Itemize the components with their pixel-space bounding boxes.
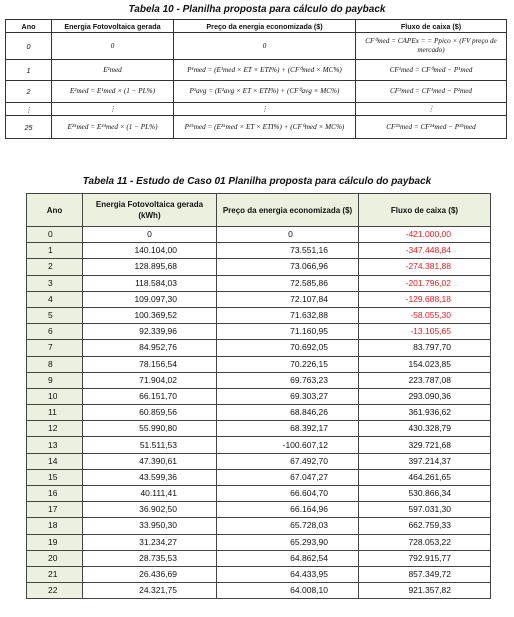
cell-fluxo: -129.688,18: [359, 291, 491, 307]
cell-preco: 0: [174, 33, 356, 60]
cell-energia: 66.151,70: [83, 388, 217, 404]
cell-energia: 26.436,69: [83, 566, 217, 582]
table-row: [27, 356, 491, 372]
cell-fluxo: -13.105,65: [359, 324, 491, 340]
cell-ano: 6: [27, 324, 83, 340]
table-row: [27, 583, 491, 599]
cell-fluxo: 921.357,82: [359, 583, 491, 599]
cell-fluxo: -201.796,02: [359, 275, 491, 291]
cell-energia: 128.895,68: [83, 259, 217, 275]
cell-ano: 7: [27, 340, 83, 356]
cell-preco: P²⁵med = (E²⁵med × ET × ETI%) + (CF⁰med × MC%): [174, 116, 356, 139]
table-row: [6, 33, 507, 60]
header-fluxo: Fluxo de caixa ($): [359, 194, 491, 227]
cell-preco: 64.433,95: [217, 566, 359, 582]
cell-energia: 28.735,53: [83, 550, 217, 566]
cell-ano: 5: [27, 307, 83, 323]
cell-fluxo: CF²med = CF¹med − P²med: [356, 81, 507, 103]
table-row: [27, 453, 491, 469]
table-row: [27, 421, 491, 437]
cell-fluxo: -421.000,00: [359, 227, 491, 243]
cell-energia: ⋮: [52, 103, 174, 116]
cell-energia: 140.104,00: [83, 243, 217, 259]
header-ano: Ano: [27, 194, 83, 227]
cell-fluxo: 293.090,36: [359, 388, 491, 404]
cell-energia: E¹med: [52, 60, 174, 81]
cell-fluxo: ⋮: [356, 103, 507, 116]
table-row: [6, 116, 507, 139]
header-preco: Preço da energia economizada ($): [217, 194, 359, 227]
cell-energia: 36.902,50: [83, 502, 217, 518]
cell-preco: 70.226,15: [217, 356, 359, 372]
table-row: [27, 437, 491, 453]
cell-ano: 12: [27, 421, 83, 437]
cell-preco: 70.692,05: [217, 340, 359, 356]
cell-preco: -100.607,12: [217, 437, 359, 453]
table-row: [27, 388, 491, 404]
cell-ano: 19: [27, 534, 83, 550]
cell-preco: 68.846,26: [217, 405, 359, 421]
table-row: [6, 103, 507, 116]
table-row: [27, 243, 491, 259]
cell-ano: 8: [27, 356, 83, 372]
cell-energia: 84.952,76: [83, 340, 217, 356]
cell-ano: ⋮: [6, 103, 52, 116]
cell-ano: 18: [27, 518, 83, 534]
cell-preco: 65.293,90: [217, 534, 359, 550]
cell-energia: 47.390,61: [83, 453, 217, 469]
cell-energia: 0: [83, 227, 217, 243]
table-row: [27, 324, 491, 340]
cell-preco: 66.164,96: [217, 502, 359, 518]
cell-fluxo: 530.866,34: [359, 486, 491, 502]
table-row: [27, 372, 491, 388]
cell-ano: 11: [27, 405, 83, 421]
table-row: [27, 534, 491, 550]
cell-energia: 33.950,30: [83, 518, 217, 534]
cell-preco: 64.008,10: [217, 583, 359, 599]
formula-table: [5, 19, 507, 139]
cell-preco: 68.392,17: [217, 421, 359, 437]
cell-fluxo: CF²⁵med = CF²⁴med − P²⁵med: [356, 116, 507, 139]
table10-caption: Tabela 10 - Planilha proposta para cálculo do payback: [128, 4, 386, 15]
cell-fluxo: -274.381,88: [359, 259, 491, 275]
cell-fluxo: 83.797,70: [359, 340, 491, 356]
cell-preco: 67.492,70: [217, 453, 359, 469]
cell-fluxo: 792.915,77: [359, 550, 491, 566]
cell-preco: 66.604,70: [217, 486, 359, 502]
cell-fluxo: 430.328,79: [359, 421, 491, 437]
cell-fluxo: 662.759,33: [359, 518, 491, 534]
cell-energia: 78.156,54: [83, 356, 217, 372]
table-row: [27, 469, 491, 485]
table-header-row: [27, 194, 491, 227]
table-row: [6, 81, 507, 103]
cell-preco: 65.728,03: [217, 518, 359, 534]
cell-preco: P²avg = (E²avg × ET × ETI%) + (CF⁰avg × MC%): [174, 81, 356, 103]
cell-ano: 15: [27, 469, 83, 485]
cell-fluxo: 597.031,30: [359, 502, 491, 518]
cell-preco: 72.585,86: [217, 275, 359, 291]
header-ano: Ano: [6, 20, 52, 33]
cell-preco: 73.066,96: [217, 259, 359, 275]
cell-energia: 118.584,03: [83, 275, 217, 291]
cell-energia: 31.234,27: [83, 534, 217, 550]
cell-ano: 0: [6, 33, 52, 60]
cell-ano: 3: [27, 275, 83, 291]
cell-energia: 109.097,30: [83, 291, 217, 307]
cell-ano: 22: [27, 583, 83, 599]
cell-ano: 21: [27, 566, 83, 582]
cell-energia: 92.339,96: [83, 324, 217, 340]
cell-ano: 20: [27, 550, 83, 566]
cell-preco: 67.047,27: [217, 469, 359, 485]
payback-table-body: [27, 227, 491, 599]
cell-energia: 55.990,80: [83, 421, 217, 437]
cell-ano: 17: [27, 502, 83, 518]
cell-ano: 0: [27, 227, 83, 243]
cell-preco: 0: [217, 227, 359, 243]
cell-ano: 14: [27, 453, 83, 469]
cell-fluxo: 154.023,85: [359, 356, 491, 372]
cell-energia: 71.904,02: [83, 372, 217, 388]
cell-ano: 2: [27, 259, 83, 275]
cell-ano: 1: [27, 243, 83, 259]
cell-preco: 71.160,95: [217, 324, 359, 340]
header-energia: Energia Fotovoltaica gerada (kWh): [83, 194, 217, 227]
cell-energia: 40.111,41: [83, 486, 217, 502]
table-row: [6, 60, 507, 81]
cell-preco: 64.862,54: [217, 550, 359, 566]
cell-preco: 71.632,88: [217, 307, 359, 323]
cell-preco: 73.551,16: [217, 243, 359, 259]
table-row: [27, 259, 491, 275]
table-row: [27, 550, 491, 566]
cell-fluxo: 329.721,68: [359, 437, 491, 453]
cell-ano: 4: [27, 291, 83, 307]
cell-fluxo: -58.055,30: [359, 307, 491, 323]
cell-preco: ⋮: [174, 103, 356, 116]
table-row: [27, 518, 491, 534]
table-row: [27, 227, 491, 243]
table-row: [27, 307, 491, 323]
cell-energia: E²med = E¹med × (1 − PL%): [52, 81, 174, 103]
cell-fluxo: 464.261,65: [359, 469, 491, 485]
table-row: [27, 502, 491, 518]
cell-fluxo: CF⁰med = CAPEx = = Ppico × (FV preço de mercado): [356, 33, 507, 60]
cell-fluxo: 397.214,37: [359, 453, 491, 469]
cell-ano: 25: [6, 116, 52, 139]
table-row: [27, 275, 491, 291]
cell-ano: 10: [27, 388, 83, 404]
cell-energia: 60.859,56: [83, 405, 217, 421]
cell-preco: 69.763,23: [217, 372, 359, 388]
cell-preco: 72.107,84: [217, 291, 359, 307]
header-fluxo: Fluxo de caixa ($): [356, 20, 507, 33]
cell-energia: 0: [52, 33, 174, 60]
cell-fluxo: 728.053,22: [359, 534, 491, 550]
cell-energia: 51.511,53: [83, 437, 217, 453]
table-row: [27, 340, 491, 356]
cell-ano: 13: [27, 437, 83, 453]
cell-fluxo: 857.349,72: [359, 566, 491, 582]
cell-fluxo: CF¹med = CF⁰med − P¹med: [356, 60, 507, 81]
cell-energia: 24.321,75: [83, 583, 217, 599]
cell-preco: P¹med = (E¹med × ET × ETI%) + (CF⁰med × MC%): [174, 60, 356, 81]
table11-caption: Tabela 11 - Estudo de Caso 01 Planilha proposta para cálculo do payback: [82, 176, 432, 187]
cell-energia: E²⁵med = E²⁴med × (1 − PL%): [52, 116, 174, 139]
table-row: [27, 486, 491, 502]
table-row: [27, 291, 491, 307]
cell-ano: 1: [6, 60, 52, 81]
cell-ano: 9: [27, 372, 83, 388]
header-preco: Preço da energia economizada ($): [174, 20, 356, 33]
table-row: [27, 566, 491, 582]
header-energia: Energia Fotovoltaica gerada: [52, 20, 174, 33]
cell-energia: 100.369,52: [83, 307, 217, 323]
payback-table: [26, 193, 491, 599]
table-row: [27, 405, 491, 421]
cell-ano: 2: [6, 81, 52, 103]
cell-ano: 16: [27, 486, 83, 502]
cell-fluxo: -347.448,84: [359, 243, 491, 259]
table-header-row: [6, 20, 507, 33]
cell-fluxo: 361.936,62: [359, 405, 491, 421]
cell-energia: 43.599,36: [83, 469, 217, 485]
cell-preco: 69.303,27: [217, 388, 359, 404]
cell-fluxo: 223.787,08: [359, 372, 491, 388]
